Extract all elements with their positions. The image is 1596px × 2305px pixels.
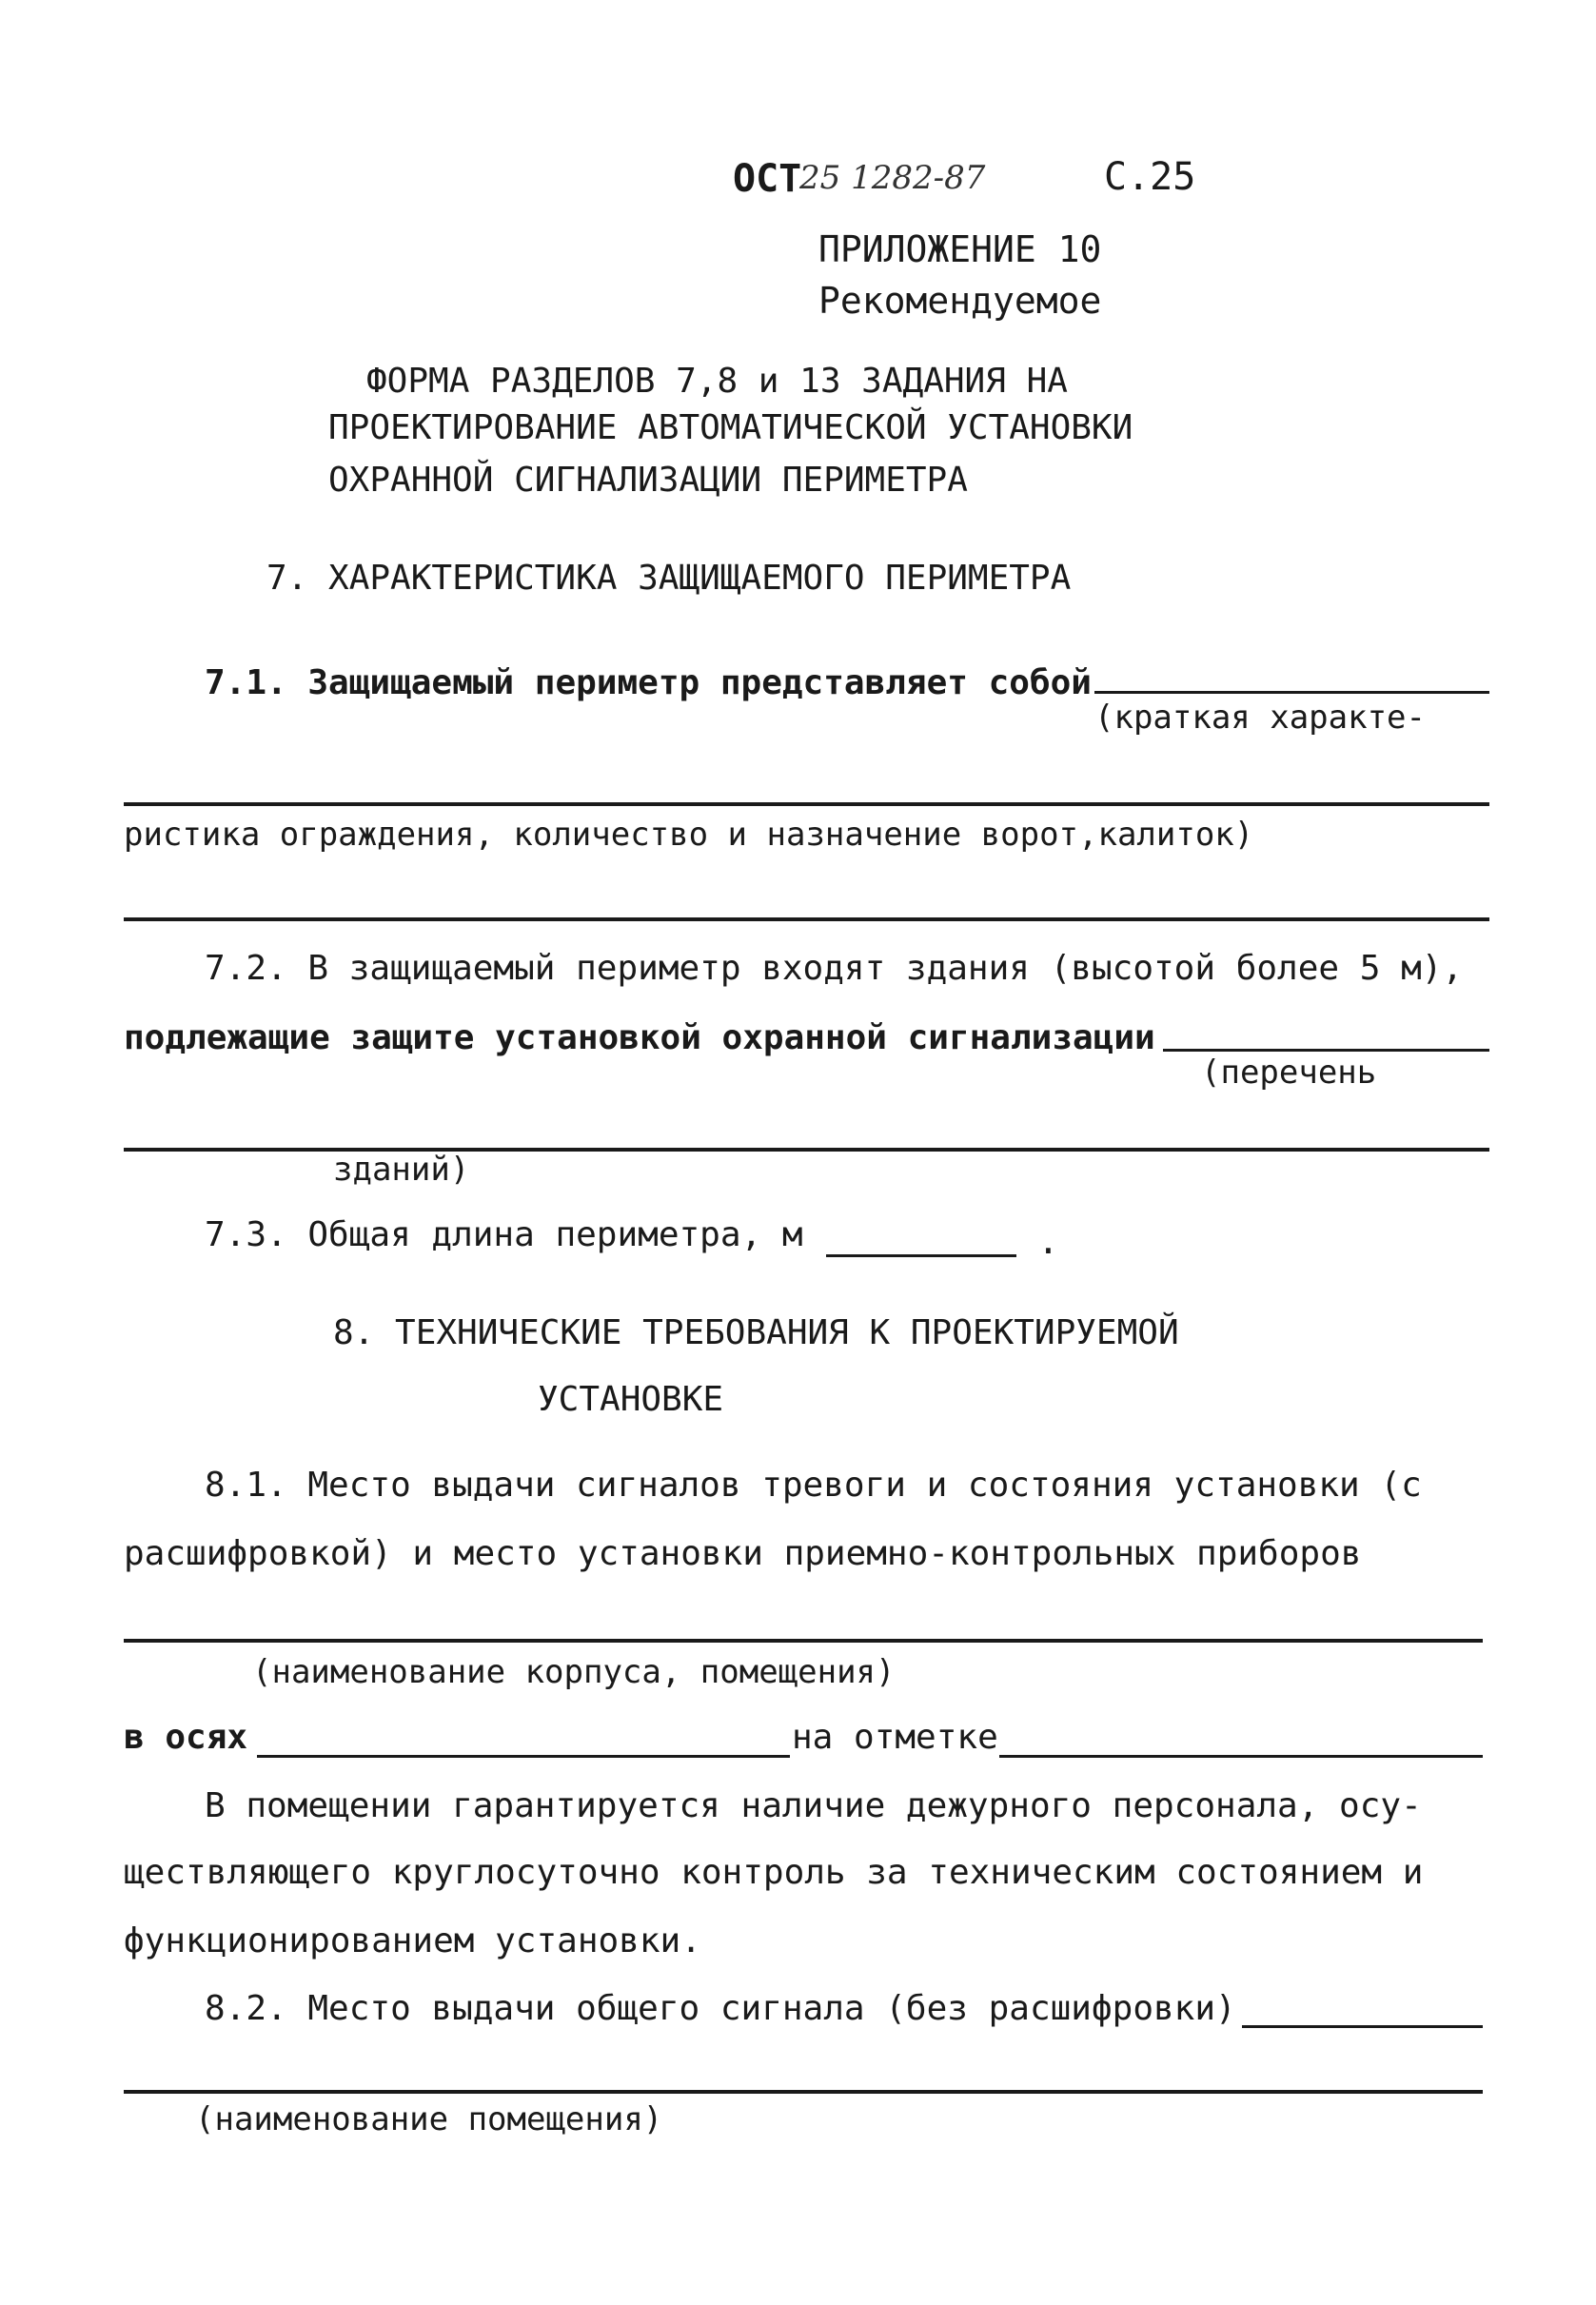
clause-8-1-hint: (наименование корпуса, помещения) bbox=[252, 1653, 896, 1691]
fill-line-mark bbox=[999, 1755, 1483, 1758]
fill-line-7-3 bbox=[826, 1254, 1016, 1257]
fill-line-7-2 bbox=[1163, 1049, 1489, 1052]
fill-line-7-2-second bbox=[124, 1148, 1489, 1152]
document-title-line-1: ФОРМА РАЗДЕЛОВ 7,8 и 13 ЗАДАНИЯ НА bbox=[366, 362, 1068, 401]
mark-label: на отметке bbox=[792, 1718, 998, 1757]
clause-7-2-hint-end: зданий) bbox=[333, 1151, 470, 1189]
clause-8-2-text: 8.2. Место выдачи общего сигнала (без расшифровки) bbox=[205, 1989, 1236, 2028]
clause-7-3-text: 7.3. Общая длина периметра, м bbox=[205, 1215, 803, 1254]
clause-7-3-period: . bbox=[1037, 1220, 1059, 1262]
duty-text-line-1: В помещении гарантируется наличие дежурного персонала, осу- bbox=[205, 1786, 1422, 1825]
fill-line-8-2-second bbox=[124, 2090, 1483, 2094]
clause-8-1-line-2: расшифровкой) и место установки приемно-контрольных приборов bbox=[124, 1534, 1362, 1573]
fill-line-8-2 bbox=[1242, 2025, 1483, 2028]
page-number: С.25 bbox=[1104, 155, 1196, 199]
fill-line-7-1-third bbox=[124, 917, 1489, 921]
clause-7-2-line-1: 7.2. В защищаемый периметр входят здания (высотой более 5 м), bbox=[205, 949, 1464, 988]
appendix-label: ПРИЛОЖЕНИЕ 10 bbox=[818, 228, 1102, 270]
axes-label: в осях bbox=[124, 1718, 248, 1757]
section-7-heading: 7. ХАРАКТЕРИСТИКА ЗАЩИЩАЕМОГО ПЕРИМЕТРА bbox=[266, 559, 1072, 598]
clause-7-2-line-2: подлежащие защите установкой охранной сигнализации bbox=[124, 1018, 1155, 1057]
document-title-line-2: ПРОЕКТИРОВАНИЕ АВТОМАТИЧЕСКОЙ УСТАНОВКИ bbox=[328, 408, 1133, 447]
recommended-label: Рекомендуемое bbox=[818, 280, 1102, 322]
fill-line-7-1 bbox=[1094, 691, 1489, 694]
clause-8-1-line-1: 8.1. Место выдачи сигналов тревоги и состояния установки (с bbox=[205, 1466, 1422, 1505]
fill-line-8-1 bbox=[124, 1639, 1483, 1643]
clause-7-2-hint-start: (перечень bbox=[1201, 1054, 1377, 1092]
duty-text-line-3: функционированием установки. bbox=[124, 1921, 701, 1960]
section-8-heading-line-2: УСТАНОВКЕ bbox=[538, 1380, 724, 1419]
clause-7-1-hint-start: (краткая характе- bbox=[1094, 699, 1426, 737]
clause-8-2-hint: (наименование помещения) bbox=[195, 2100, 663, 2138]
clause-7-1-hint-end: ристика ограждения, количество и назначение ворот,калиток) bbox=[124, 816, 1254, 854]
duty-text-line-2: ществляющего круглосуточно контроль за техническим состоянием и bbox=[124, 1853, 1424, 1892]
fill-line-7-1-second bbox=[124, 802, 1489, 806]
standard-number-handwritten: 25 1282-87 bbox=[799, 159, 986, 197]
standard-code: ОСТ bbox=[733, 157, 802, 201]
section-8-heading-line-1: 8. ТЕХНИЧЕСКИЕ ТРЕБОВАНИЯ К ПРОЕКТИРУЕМОЙ bbox=[333, 1313, 1179, 1352]
document-title-line-3: ОХРАННОЙ СИГНАЛИЗАЦИИ ПЕРИМЕТРА bbox=[328, 461, 968, 500]
clause-7-1-text: 7.1. Защищаемый периметр представляет собой bbox=[205, 663, 1092, 702]
fill-line-axes bbox=[257, 1755, 790, 1758]
